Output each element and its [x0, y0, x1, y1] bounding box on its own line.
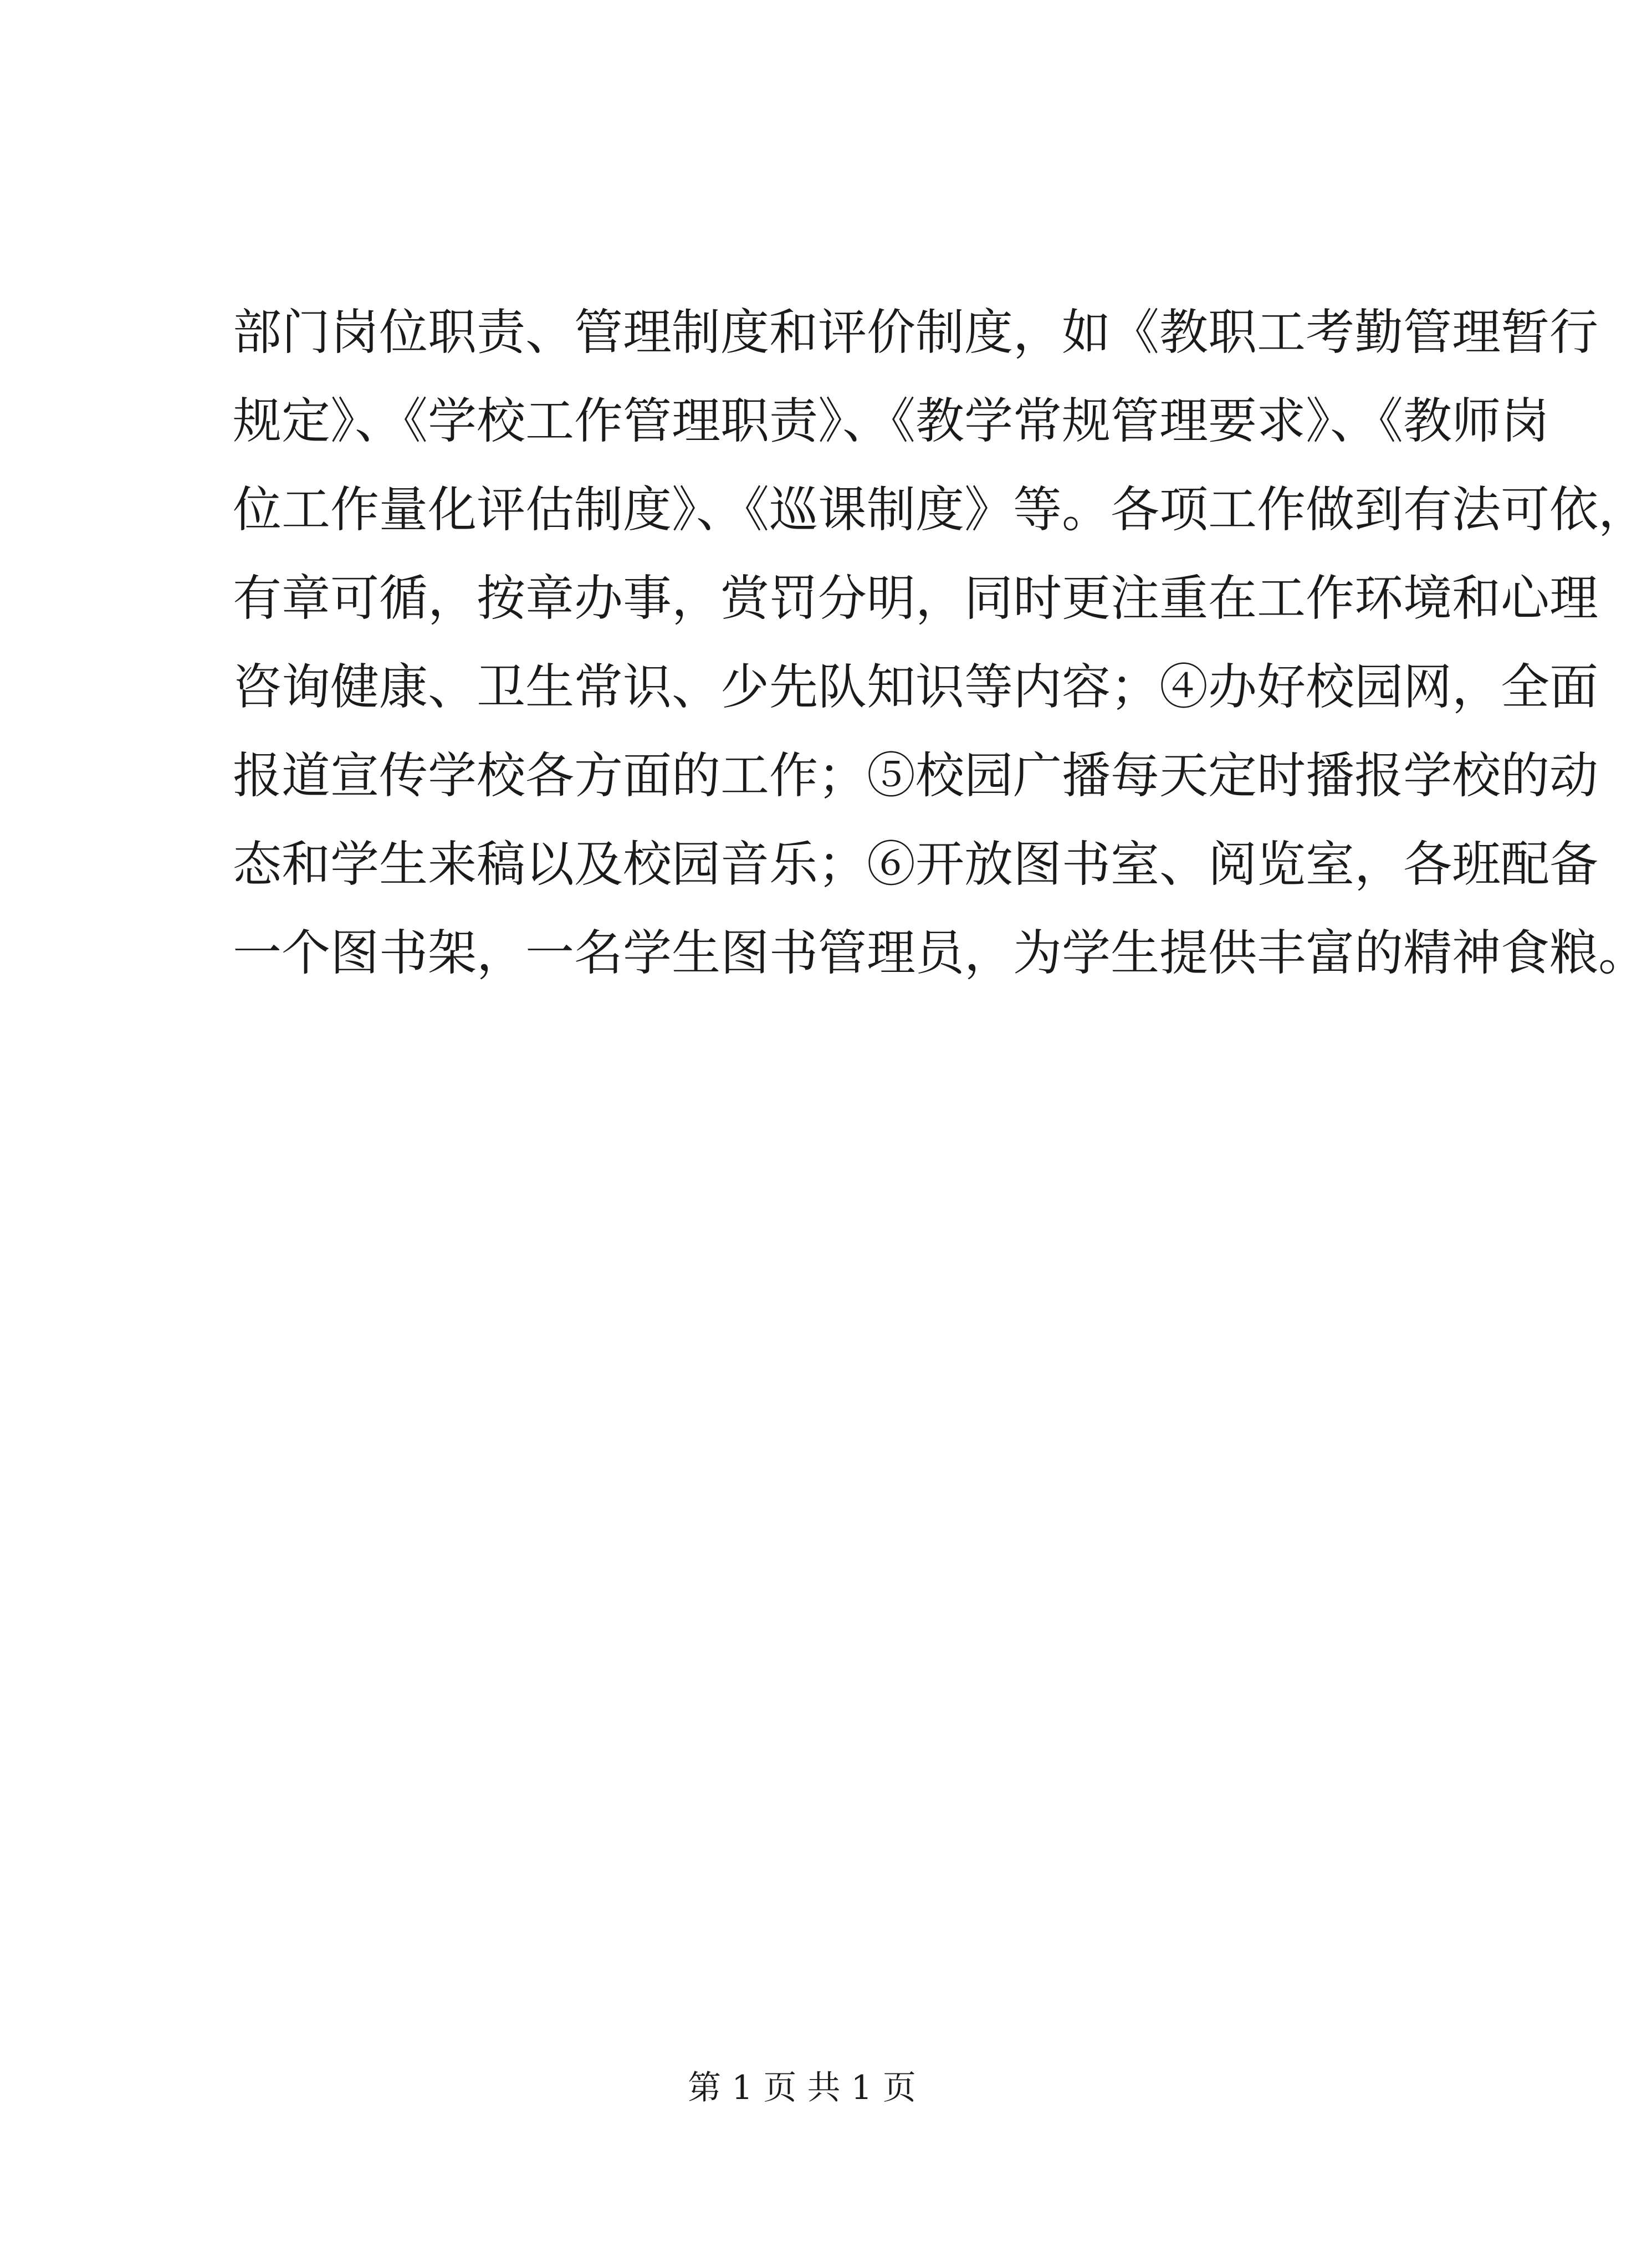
- page-footer: 第 1 页 共 1 页: [688, 2069, 916, 2107]
- text-line: 有章可循，按章办事，赏罚分明，同时更注重在工作环境和心理: [233, 570, 1599, 627]
- text-line: 部门岗位职责、管理制度和评价制度，如《教职工考勤管理暂行: [233, 304, 1599, 361]
- text-line: 报道宣传学校各方面的工作；⑤校园广播每天定时播报学校的动: [233, 747, 1599, 804]
- text-line: 咨询健康、卫生常识、少先队知识等内容；④办好校园网，全面: [233, 658, 1599, 715]
- body-paragraph: [233, 288, 1647, 997]
- text-line: 一个图书架，一名学生图书管理员，为学生提供丰富的精神食粮。: [233, 924, 1647, 981]
- text-line: 态和学生来稿以及校园音乐；⑥开放图书室、阅览室，各班配备: [233, 836, 1599, 893]
- text-line: 规定》、《学校工作管理职责》、《教学常规管理要求》、《教师岗: [233, 392, 1550, 449]
- text-line: 位工作量化评估制度》、《巡课制度》等。各项工作做到有法可依，: [233, 481, 1647, 538]
